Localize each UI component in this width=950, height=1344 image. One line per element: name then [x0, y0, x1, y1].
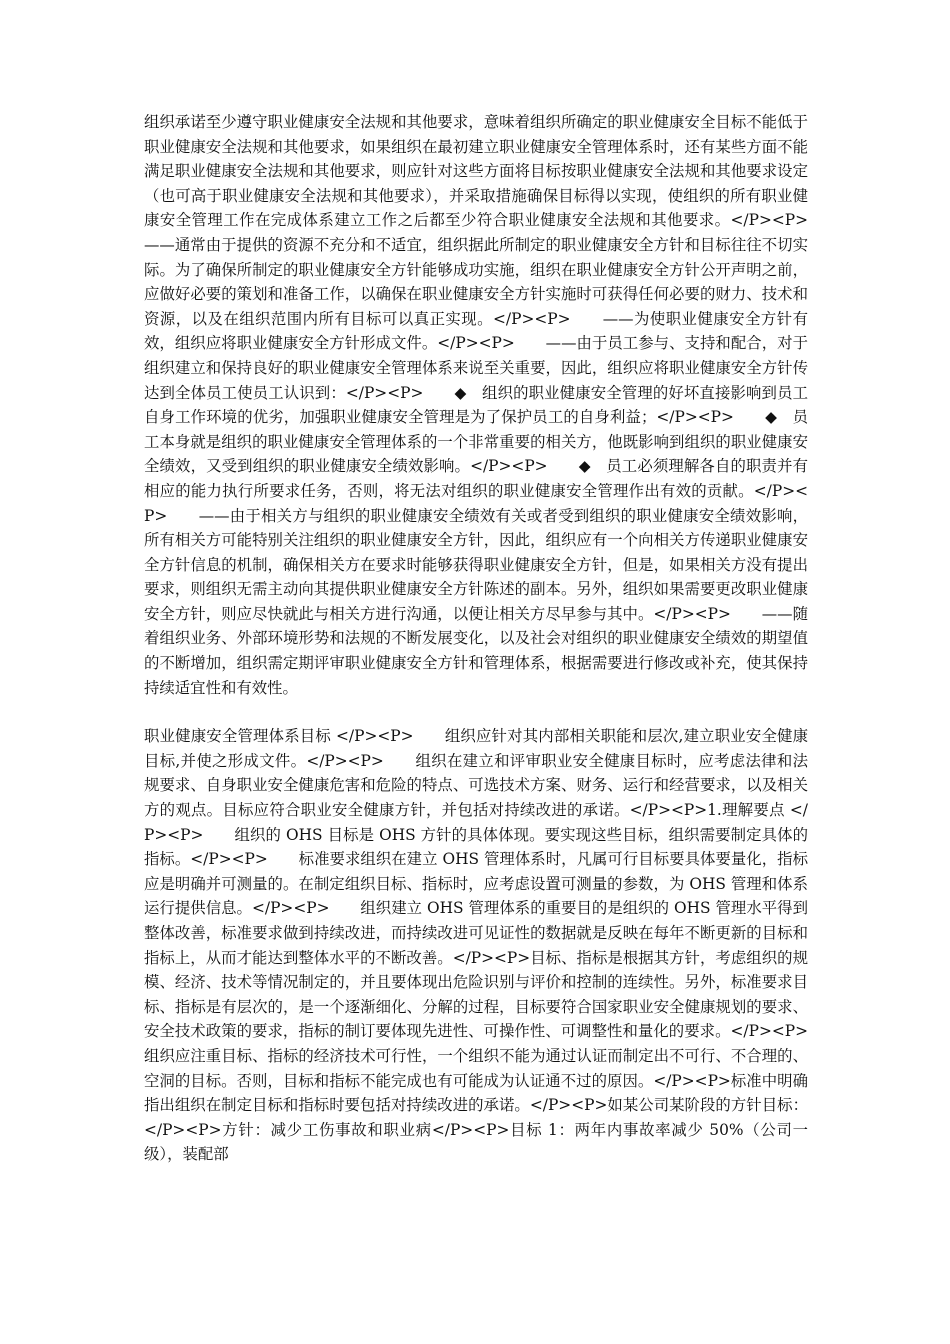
document-page [144, 110, 839, 1167]
paragraph-spacer [144, 700, 808, 724]
paragraph-policy-requirements: 组织承诺至少遵守职业健康安全法规和其他要求，意味着组织所确定的职业健康安全目标不能低于职业健康安全法规和其他要求，如果组织在最初建立职业健康安全管理体系时，还有某些方面不能满足职业健康安全法规和其他要求，则应针对这些方面将目标按职业健康安全法规和其他要求设定（也可高于职业健康安全法规和其他要求），并采取措施确保目标得以实现，使组织的所有职业健康安全管理工作在完成体系建立工作之后都至少符合职业健康安全法规和其他要求。</P><P> ——通常由于提供的资源不充分和不适宜，组织据此所制定的职业健康安全方针和目标往往不切实际。为了确保所制定的职业健康安全方针能够成功实施，组织在职业健康安全方针公开声明之前，应做好必要的策划和准备工作，以确保在职业健康安全方针实施时可获得任何必要的财力、技术和资源，以及在组织范围内所有目标可以真正实现。</P><P> ——为使职业健康安全方针有效，组织应将职业健康安全方针形成文件。</P><P> ——由于员工参与、支持和配合，对于组织建立和保持良好的职业健康安全管理体系来说至关重要，因此，组织应将职业健康安全方针传达到全体员工使员工认识到：</P><P> ◆ 组织的职业健康安全管理的好坏直接影响到员工自身工作环境的优劣，加强职业健康安全管理是为了保护员工的自身利益；</P><P> ◆ 员工本身就是组织的职业健康安全管理体系的一个非常重要的相关方，他既影响到组织的职业健康安全绩效，又受到组织的职业健康安全绩效影响。</P><P> ◆ 员工必须理解各自的职责并有相应的能力执行所要求任务，否则，将无法对组织的职业健康安全管理作出有效的贡献。</P><P> ——由于相关方与组织的职业健康安全绩效有关或者受到组织的职业健康安全绩效影响，所有相关方可能特别关注组织的职业健康安全方针，因此，组织应有一个向相关方传递职业健康安全方针信息的机制，确保相关方在要求时能够获得职业健康安全方针，但是，如果相关方没有提出要求，则组织无需主动向其提供职业健康安全方针陈述的副本。另外，组织如果需要更改职业健康安全方针，则应尽快就此与相关方进行沟通，以便让相关方尽早参与其中。</P><P> ——随着组织业务、外部环境形势和法规的不断发展变化，以及社会对组织的职业健康安全绩效的期望值的不断增加，组织需定期评审职业健康安全方针和管理体系，根据需要进行修改或补充，使其保持持续适宜性和有效性。 [144, 113, 839, 697]
paragraph-ohs-objectives: 职业健康安全管理体系目标 </P><P> 组织应针对其内部相关职能和层次,建立职业安全健康目标,并使之形成文件。</P><P> 组织在建立和评审职业安全健康目标时，应考虑法律和法规要求、自身职业安全健康危害和危险的特点、可选技术方案、财务、运行和经营要求，以及相关方的观点。目标应符合职业安全健康方针，并包括对持续改进的承诺。</P><P>1.理解要点 </P><P> 组织的 OHS 目标是 OHS 方针的具体体现。要实现这些目标，组织需要制定具体的指标。</P><P> 标准要求组织在建立 OHS 管理体系时，凡属可行目标要具体要量化，指标应是明确并可测量的。在制定组织目标、指标时，应考虑设置可测量的参数，为 OHS 管理和体系运行提供信息。</P><P> 组织建立 OHS 管理体系的重要目的是组织的 OHS 管理水平得到整体改善，标准要求做到持续改进，而持续改进可见证性的数据就是反映在每年不断更新的目标和指标上，从而才能达到整体水平的不断改善。</P><P>目标、指标是根据其方针，考虑组织的规模、经济、技术等情况制定的，并且要体现出危险识别与评价和控制的连续性。另外，标准要求目标、指标是有层次的，是一个逐渐细化、分解的过程，目标要符合国家职业安全健康规划的要求、安全技术政策的要求，指标的制订要体现先进性、可操作性、可调整性和量化的要求。</P><P> 组织应注重目标、指标的经济技术可行性，一个组织不能为通过认证而制定出不可行、不合理的、空洞的目标。否则，目标和指标不能完成也有可能成为认证通不过的原因。</P><P>标准中明确指出组织在制定目标和指标时要包括对持续改进的承诺。</P><P>如某公司某阶段的方针目标：</P><P>方针：减少工伤事故和职业病</P><P>目标 1：两年内事故率减少 50%（公司一级），装配部 [144, 727, 839, 1164]
